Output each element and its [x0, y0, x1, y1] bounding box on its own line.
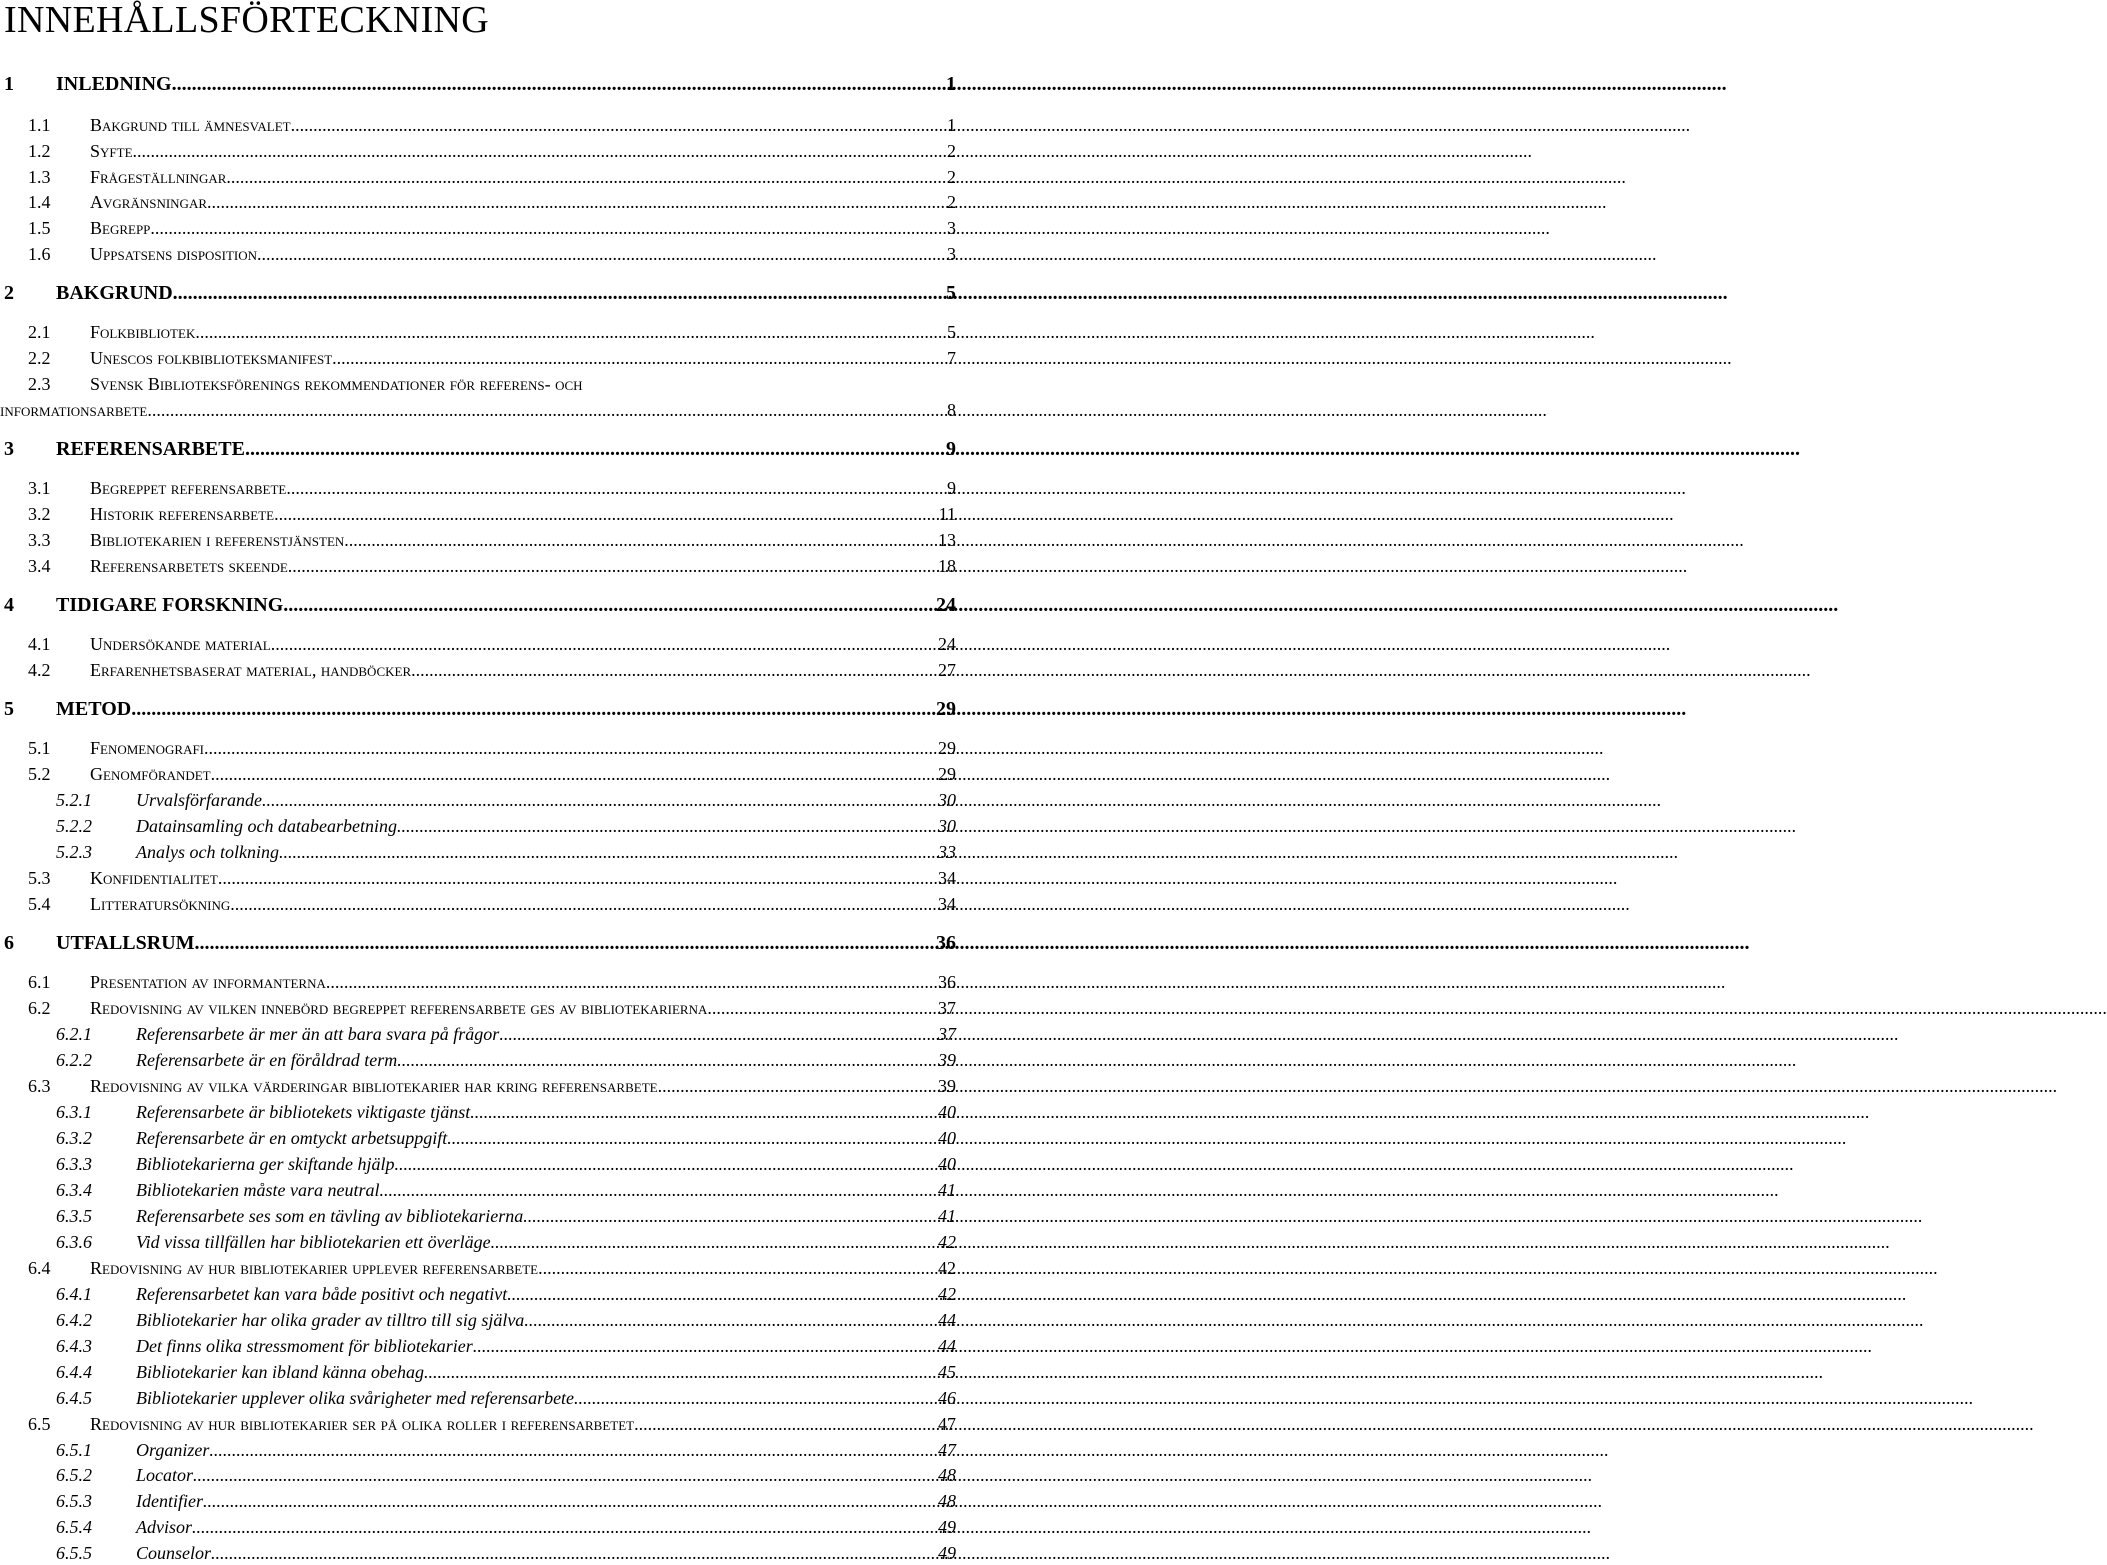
- toc-entry[interactable]: [4, 931, 956, 955]
- toc-entry-page: 2: [947, 192, 956, 212]
- toc-entry-title: Organizer: [136, 1440, 210, 1460]
- toc-entry-title: Referensarbete är en omtyckt arbetsuppgift: [136, 1128, 448, 1148]
- toc-entry-page: 1: [946, 73, 956, 95]
- toc-entry-page: 2: [947, 167, 956, 187]
- toc-dot-leader: [195, 320, 947, 344]
- toc-dot-leader: [274, 502, 939, 526]
- toc-entry-title: Referensarbete ses som en tävling av bibliotekarierna: [136, 1206, 524, 1226]
- toc-dot-leader: [133, 139, 947, 163]
- toc-entry-title: Referensarbetet kan vara både positivt och negativt: [136, 1284, 508, 1304]
- toc-entry[interactable]: [28, 165, 956, 189]
- toc-entry-number: 5: [4, 698, 14, 720]
- toc-entry[interactable]: [56, 1282, 956, 1306]
- toc-entry-page: 30: [938, 816, 956, 836]
- toc-dot-leader: [326, 970, 938, 994]
- toc-entry-title: informationsarbete: [0, 400, 148, 420]
- toc-dot-leader: [473, 1334, 938, 1358]
- toc-entry-page: 46: [938, 1388, 956, 1408]
- toc-entry[interactable]: [56, 814, 956, 838]
- toc-entry-page: 47: [938, 1440, 956, 1460]
- toc-dot-leader: [204, 736, 938, 760]
- toc-entry-number: 6.5.3: [56, 1491, 92, 1511]
- toc-entry-number: 4.2: [28, 660, 51, 680]
- toc-dot-leader: [286, 476, 947, 500]
- toc-dot-leader: [211, 762, 938, 786]
- toc-dot-leader: [291, 113, 947, 137]
- toc-entry-page: 13: [938, 530, 956, 550]
- toc-entry-number: 5.2: [28, 764, 51, 784]
- toc-entry-number: 6: [4, 932, 14, 954]
- toc-entry[interactable]: [28, 139, 956, 163]
- toc-entry-title: Locator: [136, 1465, 194, 1485]
- toc-entry-title: TIDIGARE FORSKNING: [56, 594, 284, 616]
- toc-dot-leader: [538, 1256, 938, 1280]
- toc-entry-number: 6.2: [28, 998, 51, 1018]
- toc-entry-title: BAKGRUND: [56, 282, 173, 304]
- toc-entry-page: 39: [938, 1076, 956, 1096]
- toc-entry[interactable]: [28, 996, 956, 1020]
- toc-dot-leader: [257, 242, 947, 266]
- toc-entry[interactable]: [28, 970, 956, 994]
- toc-entry-number: 6.4.5: [56, 1388, 92, 1408]
- toc-entry[interactable]: [28, 1256, 956, 1280]
- toc-entry-page: 29: [938, 738, 956, 758]
- toc-dot-leader: [193, 1463, 938, 1487]
- toc-dot-leader: [397, 1048, 938, 1072]
- toc-entry[interactable]: [56, 1204, 956, 1228]
- toc-entry-title: Bibliotekarier upplever olika svårigheter med referensarbete: [136, 1388, 575, 1408]
- toc-entry-page: 34: [938, 868, 956, 888]
- toc-dot-leader: [394, 1152, 938, 1176]
- toc-dot-leader: [271, 632, 938, 656]
- toc-dot-leader: [262, 788, 938, 812]
- toc-entry-number: 6.4: [28, 1258, 51, 1278]
- toc-entry-title: Folkbibliotek: [90, 322, 196, 342]
- toc-entry-page: 37: [938, 1024, 956, 1044]
- toc-entry[interactable]: [28, 190, 956, 214]
- toc-dot-leader: [707, 996, 938, 1020]
- toc-entry[interactable]: [4, 437, 956, 461]
- toc-entry-page: 30: [938, 790, 956, 810]
- toc-entry-number: 6.4.2: [56, 1310, 92, 1330]
- toc-entry-number: 2.2: [28, 348, 51, 368]
- toc-entry-page: 48: [938, 1465, 956, 1485]
- toc-entry-page: 49: [938, 1517, 956, 1537]
- toc-entry[interactable]: [56, 1386, 956, 1410]
- toc-entry-title: Genomförandet: [90, 764, 211, 784]
- toc-entry-title: Redovisning av hur bibliotekarier upplever referensarbete: [90, 1258, 539, 1278]
- toc-entry-number: 6.3.6: [56, 1232, 92, 1252]
- toc-entry-number: 1.1: [28, 115, 51, 135]
- toc-entry[interactable]: [28, 113, 956, 137]
- toc-dot-leader: [173, 281, 946, 305]
- toc-entry-page: 36: [936, 932, 956, 954]
- toc-dot-leader: [523, 1204, 938, 1228]
- toc-dot-leader: [447, 1126, 938, 1150]
- toc-entry-title: Bibliotekarier kan ibland känna obehag: [136, 1362, 424, 1382]
- toc-entry[interactable]: [56, 1152, 956, 1176]
- toc-entry-title: Bibliotekarien måste vara neutral: [136, 1180, 380, 1200]
- toc-entry-page: 1: [947, 115, 956, 135]
- toc-entry-number: 2.1: [28, 322, 51, 342]
- toc-entry[interactable]: [56, 1334, 956, 1358]
- toc-entry-page: 7: [947, 348, 956, 368]
- toc-entry-page: 41: [938, 1180, 956, 1200]
- toc-dot-leader: [524, 1308, 938, 1332]
- toc-dot-leader: [411, 658, 938, 682]
- toc-dot-leader: [658, 1074, 938, 1098]
- toc-entry-title: Advisor: [136, 1517, 192, 1537]
- toc-dot-leader: [507, 1282, 938, 1306]
- table-of-contents: [0, 0, 960, 1561]
- toc-entry-page: 27: [938, 660, 956, 680]
- toc-entry-title: Undersökande material: [90, 634, 271, 654]
- toc-dot-leader: [288, 554, 938, 578]
- toc-entry[interactable]: [56, 788, 956, 812]
- toc-entry-page: 44: [938, 1310, 956, 1330]
- toc-entry-title: Svensk Biblioteksförenings rekommendationer för referens- och: [90, 374, 583, 394]
- toc-entry-title: Datainsamling och databearbetning: [136, 816, 397, 836]
- toc-entry-page: 42: [938, 1284, 956, 1304]
- toc-entry[interactable]: [28, 216, 956, 240]
- toc-entry[interactable]: [28, 320, 956, 344]
- toc-entry-number: 1.3: [28, 167, 51, 187]
- toc-entry-title: Historik referensarbete: [90, 504, 275, 524]
- toc-entry[interactable]: [56, 1100, 956, 1124]
- toc-dot-leader: [150, 216, 947, 240]
- toc-entry[interactable]: [56, 1438, 956, 1462]
- toc-entry-title: Litteratursökning: [90, 894, 231, 914]
- toc-entry-number: 6.5.1: [56, 1440, 92, 1460]
- toc-entry[interactable]: [56, 1541, 956, 1565]
- toc-entry-title: Frågeställningar: [90, 167, 227, 187]
- toc-dot-leader: [332, 346, 947, 370]
- toc-entry-number: 5.2.1: [56, 790, 92, 810]
- toc-entry-page: 24: [936, 594, 956, 616]
- toc-entry-number: 2.3: [28, 374, 51, 394]
- toc-entry-number: 1.6: [28, 244, 51, 264]
- toc-entry-title: Bibliotekarier har olika grader av tilltro till sig själva: [136, 1310, 525, 1330]
- toc-entry-number: 4.1: [28, 634, 51, 654]
- toc-entry-page: 48: [938, 1491, 956, 1511]
- toc-entry-number: 6.3: [28, 1076, 51, 1096]
- toc-entry-title: Redovisning av vilken innebörd begreppet referensarbete ges av bibliotekarierna: [90, 998, 708, 1018]
- toc-dot-leader: [211, 1541, 938, 1565]
- toc-dot-leader: [226, 165, 947, 189]
- toc-entry-title: Analys och tolkning: [136, 842, 279, 862]
- toc-entry-number: 6.4.4: [56, 1362, 92, 1382]
- toc-entry[interactable]: [28, 736, 956, 760]
- toc-dot-leader: [207, 190, 947, 214]
- toc-entry[interactable]: [56, 1022, 956, 1046]
- toc-entry-number: 6.3.4: [56, 1180, 92, 1200]
- toc-entry-page: 36: [938, 972, 956, 992]
- toc-entry-title: Bibliotekarien i referenstjänsten: [90, 530, 345, 550]
- toc-entry-number: 5.4: [28, 894, 51, 914]
- toc-entry-title: Bibliotekarierna ger skiftande hjälp: [136, 1154, 395, 1174]
- toc-entry-title: Presentation av informanterna: [90, 972, 326, 992]
- toc-entry[interactable]: [56, 1489, 956, 1513]
- toc-entry-title: Avgränsningar: [90, 192, 208, 212]
- toc-entry-title: INLEDNING: [56, 73, 172, 95]
- toc-entry-page: 24: [938, 634, 956, 654]
- toc-entry-title: Referensarbetets skeende: [90, 556, 288, 576]
- toc-entry-page: 40: [938, 1154, 956, 1174]
- toc-dot-leader: [397, 814, 938, 838]
- toc-entry-page: 37: [938, 998, 956, 1018]
- toc-entry-page: 40: [938, 1102, 956, 1122]
- toc-entry-number: 6.3.2: [56, 1128, 92, 1148]
- toc-entry[interactable]: [28, 476, 956, 500]
- toc-entry-number: 6.1: [28, 972, 51, 992]
- toc-entry-number: 6.5.5: [56, 1543, 92, 1563]
- toc-entry[interactable]: [28, 866, 956, 890]
- toc-entry[interactable]: [56, 1126, 956, 1150]
- toc-entry-number: 3.4: [28, 556, 51, 576]
- toc-entry-number: 6.5.4: [56, 1517, 92, 1537]
- toc-dot-leader: [279, 840, 938, 864]
- toc-entry[interactable]: [28, 1074, 956, 1098]
- toc-entry-number: 1.4: [28, 192, 51, 212]
- toc-dot-leader: [491, 1230, 938, 1254]
- toc-dot-leader: [230, 892, 938, 916]
- toc-entry-title: Redovisning av hur bibliotekarier ser på olika roller i referensarbetet: [90, 1414, 635, 1434]
- toc-entry[interactable]: [28, 892, 956, 916]
- toc-entry-page: 34: [938, 894, 956, 914]
- toc-entry[interactable]: [4, 72, 956, 96]
- toc-dot-leader: [470, 1100, 938, 1124]
- toc-entry-title: Uppsatsens disposition: [90, 244, 258, 264]
- toc-entry-page: 18: [938, 556, 956, 576]
- toc-entry[interactable]: [56, 840, 956, 864]
- toc-entry-page: 42: [938, 1232, 956, 1252]
- toc-entry[interactable]: [28, 346, 956, 370]
- toc-entry-number: 6.5.2: [56, 1465, 92, 1485]
- toc-entry[interactable]: [56, 1178, 956, 1202]
- toc-entry-title: Referensarbete är en föråldrad term: [136, 1050, 398, 1070]
- toc-entry[interactable]: [28, 658, 956, 682]
- toc-entry-title: Det finns olika stressmoment för bibliotekarier: [136, 1336, 473, 1356]
- toc-dot-leader: [379, 1178, 938, 1202]
- toc-entry[interactable]: [0, 398, 956, 422]
- toc-entry-page: 2: [947, 141, 956, 161]
- toc-entry-page: 3: [947, 218, 956, 238]
- toc-entry[interactable]: [56, 1360, 956, 1384]
- toc-entry[interactable]: [56, 1230, 956, 1254]
- toc-entry-number: 4: [4, 594, 14, 616]
- toc-entry-page: 8: [947, 400, 956, 420]
- toc-entry-number: 6.3.5: [56, 1206, 92, 1226]
- toc-entry[interactable]: [28, 372, 956, 396]
- toc-entry-number: 6.3.3: [56, 1154, 92, 1174]
- toc-entry-number: 6.2.1: [56, 1024, 92, 1044]
- toc-entry[interactable]: [4, 593, 956, 617]
- toc-dot-leader: [192, 1515, 938, 1539]
- toc-entry-title: Referensarbete är mer än att bara svara på frågor: [136, 1024, 500, 1044]
- toc-entry-number: 5.2.2: [56, 816, 92, 836]
- toc-entry-page: 47: [938, 1414, 956, 1434]
- toc-entry[interactable]: [56, 1463, 956, 1487]
- toc-entry-title: REFERENSARBETE: [56, 438, 245, 460]
- toc-entry-title: Redovisning av vilka värderingar bibliotekarier har kring referensarbete: [90, 1076, 658, 1096]
- toc-entry-number: 5.2.3: [56, 842, 92, 862]
- toc-entry-page: 9: [947, 478, 956, 498]
- toc-entry-title: Begreppet referensarbete: [90, 478, 287, 498]
- toc-entry-number: 2: [4, 282, 14, 304]
- toc-dot-leader: [634, 1412, 938, 1436]
- toc-dot-leader: [344, 528, 938, 552]
- toc-entry-number: 3.2: [28, 504, 51, 524]
- toc-entry[interactable]: [56, 1308, 956, 1332]
- toc-entry-page: 42: [938, 1258, 956, 1278]
- toc-entry[interactable]: [4, 697, 956, 721]
- toc-entry-number: 1.5: [28, 218, 51, 238]
- toc-entry-title: Identifier: [136, 1491, 203, 1511]
- toc-entry-page: 5: [947, 322, 956, 342]
- toc-dot-leader: [172, 72, 946, 96]
- toc-entry-number: 5.3: [28, 868, 51, 888]
- toc-entry-title: Begrepp: [90, 218, 151, 238]
- toc-entry-title: Konfidentialitet: [90, 868, 218, 888]
- toc-entry-page: 49: [938, 1543, 956, 1563]
- toc-entry-page: 45: [938, 1362, 956, 1382]
- toc-dot-leader: [209, 1438, 938, 1462]
- toc-entry-title: Counselor: [136, 1543, 212, 1563]
- toc-entry-page: 40: [938, 1128, 956, 1148]
- toc-entry[interactable]: [28, 1412, 956, 1436]
- toc-entry-number: 3.1: [28, 478, 51, 498]
- toc-entry[interactable]: [28, 242, 956, 266]
- toc-dot-leader: [424, 1360, 938, 1384]
- toc-entry-number: 5.1: [28, 738, 51, 758]
- toc-entry-number: 6.4.3: [56, 1336, 92, 1356]
- toc-entry-title: Bakgrund till ämnesvalet: [90, 115, 291, 135]
- toc-entry[interactable]: [28, 554, 956, 578]
- toc-entry[interactable]: [28, 762, 956, 786]
- toc-dot-leader: [499, 1022, 938, 1046]
- toc-entry[interactable]: [56, 1515, 956, 1539]
- toc-dot-leader: [195, 931, 936, 955]
- toc-entry-title: UTFALLSRUM: [56, 932, 195, 954]
- toc-entry-page: 3: [947, 244, 956, 264]
- toc-dot-leader: [147, 398, 947, 422]
- page-title: INNEHÅLLSFÖRTECKNING: [4, 0, 490, 41]
- toc-dot-leader: [245, 437, 946, 461]
- toc-dot-leader: [203, 1489, 938, 1513]
- toc-entry-page: 29: [936, 698, 956, 720]
- toc-entry-page: 33: [938, 842, 956, 862]
- toc-entry-number: 6.2.2: [56, 1050, 92, 1070]
- toc-entry-title: Vid vissa tillfällen har bibliotekarien ett överläge: [136, 1232, 491, 1252]
- toc-entry-title: METOD: [56, 698, 132, 720]
- toc-entry[interactable]: [4, 281, 956, 305]
- toc-entry-page: 5: [946, 282, 956, 304]
- toc-entry[interactable]: [56, 1048, 956, 1072]
- toc-entry-number: 3: [4, 438, 14, 460]
- toc-entry-page: 11: [938, 504, 956, 524]
- toc-entry-page: 44: [938, 1336, 956, 1356]
- toc-dot-leader: [131, 697, 936, 721]
- toc-dot-leader: [218, 866, 938, 890]
- toc-entry-number: 6.5: [28, 1414, 51, 1434]
- toc-entry-title: Urvalsförfarande: [136, 790, 262, 810]
- toc-entry[interactable]: [28, 632, 956, 656]
- toc-entry[interactable]: [28, 502, 956, 526]
- toc-entry-page: 41: [938, 1206, 956, 1226]
- toc-entry-number: 6.3.1: [56, 1102, 92, 1122]
- toc-entry-title: Syfte: [90, 141, 133, 161]
- toc-entry-title: Erfarenhetsbaserat material, handböcker: [90, 660, 412, 680]
- toc-dot-leader: [574, 1386, 938, 1410]
- toc-entry-number: 1.2: [28, 141, 51, 161]
- toc-entry-title: Unescos folkbiblioteksmanifest: [90, 348, 333, 368]
- toc-entry-number: 1: [4, 73, 14, 95]
- toc-entry[interactable]: [28, 528, 956, 552]
- toc-entry-page: 39: [938, 1050, 956, 1070]
- toc-entry-page: 29: [938, 764, 956, 784]
- toc-entry-number: 6.4.1: [56, 1284, 92, 1304]
- toc-entry-title: Referensarbete är bibliotekets viktigaste tjänst: [136, 1102, 471, 1122]
- toc-entry-number: 3.3: [28, 530, 51, 550]
- toc-entry-title: Fenomenografi: [90, 738, 205, 758]
- toc-entry-page: 9: [946, 438, 956, 460]
- toc-dot-leader: [283, 593, 936, 617]
